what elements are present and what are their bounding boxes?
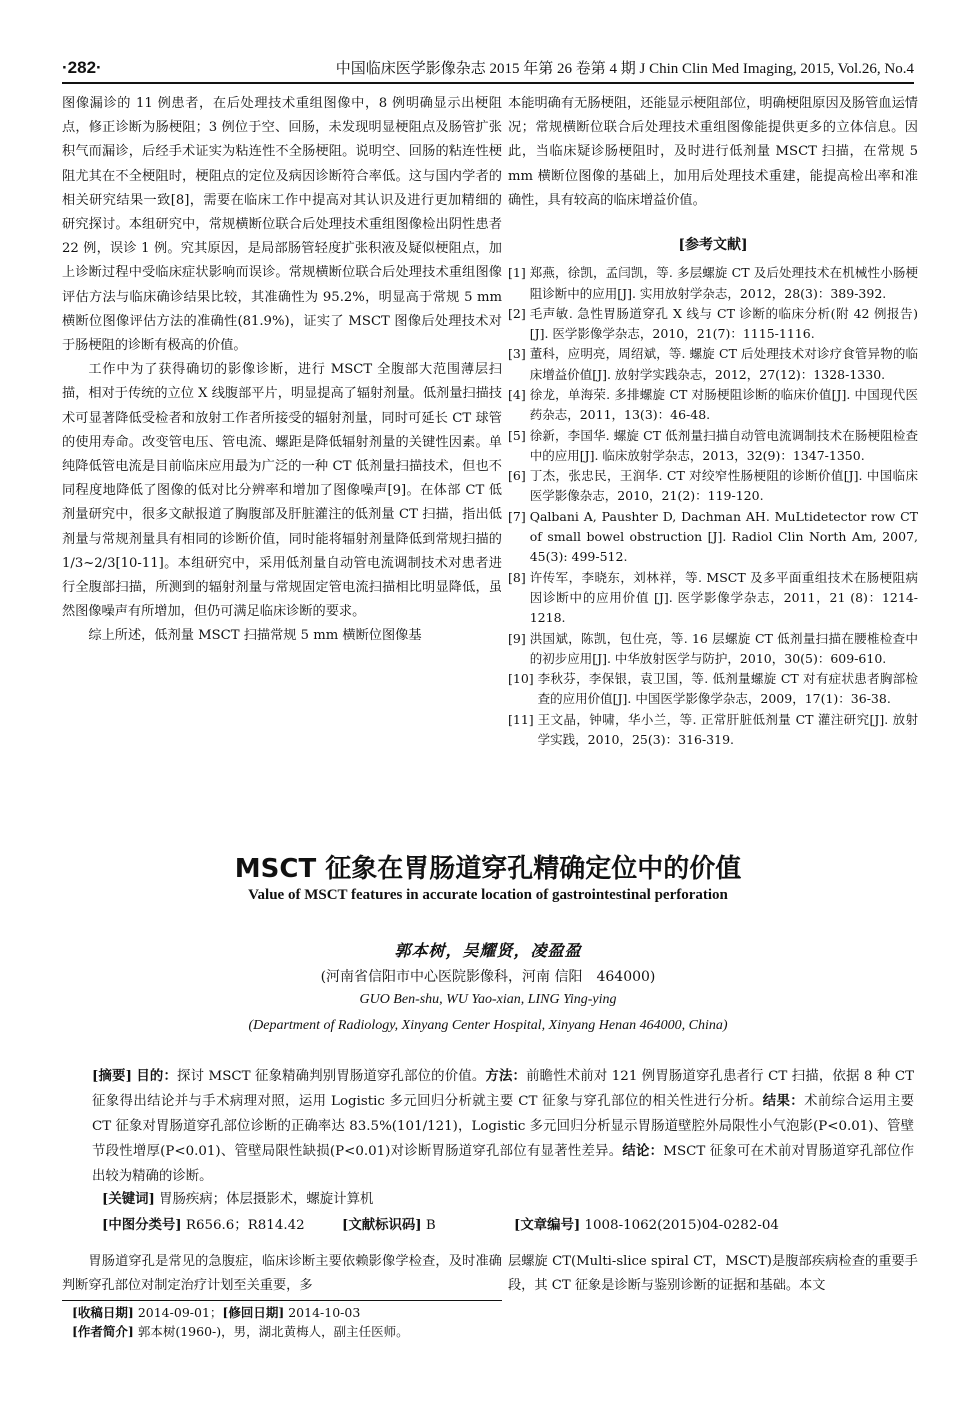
article-number-label: [文章编号] (514, 1217, 581, 1233)
reference-text: 王文晶，钟啸，华小兰，等. 正常肝脏低剂量 CT 灌注研究[J]. 放射学实践，2010，25(3)：316-319. (537, 711, 918, 748)
reference-number: [4] (508, 387, 526, 402)
reference-text: 洪国斌，陈凯，包仕亮，等. 16 层螺旋 CT 低剂量扫描在腰椎检查中的初步应用[J]. 中华放射医学与防护，2010，30(5)：609-610. (529, 630, 918, 666)
body-paragraph: 综上所述，低剂量 MSCT 扫描常规 5 mm 横断位图像基 (88, 628, 422, 644)
reference-list (508, 263, 918, 750)
author-bio-line (72, 1322, 592, 1341)
reference-number: [1] (508, 265, 526, 281)
reference-item (508, 344, 918, 385)
method-label: 方法： (485, 1068, 527, 1084)
right-column-top (508, 92, 918, 750)
clc-cell (102, 1214, 342, 1233)
conclusion-label: 结论： (622, 1143, 664, 1160)
body-paragraph: 层螺旋 CT(Multi-slice spiral CT，MSCT)是腹部疾病检查的重要手段，其 CT 征象是诊断与鉴别诊断的证据和基础。本文 (508, 1254, 918, 1294)
reference-number: [10] (508, 671, 534, 687)
result-label: 结果： (762, 1093, 805, 1110)
reference-text: 李秋芬，李保银，袁卫国，等. 低剂量螺旋 CT 对有症状患者胸部检查的应用价值[J]. 中国医学影像学杂志，2009，17(1)：36-38. (537, 671, 918, 707)
keywords-label: [关键词] (102, 1191, 155, 1207)
conclusion-text: MSCT 征象可在术前对胃肠道穿孔部位作出较为精确的诊断。 (92, 1144, 914, 1184)
reference-number: [5] (508, 427, 526, 443)
reference-text: 徐龙，单海荣. 多排螺旋 CT 对肠梗阻诊断的临床价值[J]. 中国现代医药杂志，2011，13(3)：46-48. (529, 387, 918, 423)
reference-number: [6] (508, 468, 526, 484)
reference-item (508, 710, 918, 751)
method-text: 前瞻性术前对 121 例胃肠道穿孔患者行 CT 扫描，依据 8 种 CT 征象得出结论并与手术病理对照，运用 Logistic 多元回归分析就主要 CT 征象与穿孔部位的相关性进行分析。 (92, 1069, 915, 1110)
keywords (102, 1188, 914, 1207)
reference-text: 郑燕，徐凯，孟闫凯，等. 多层螺旋 CT 及后处理技术在机械性小肠梗阻诊断中的应用[J]. 实用放射学杂志，2012，28(3)：389-392. (529, 265, 918, 301)
reference-number: [2] (508, 305, 526, 321)
doc-code-cell (342, 1214, 514, 1233)
body-paragraph: 图像漏诊的 11 例患者，在后处理技术重组图像中，8 例明确显示出梗阻点，修正诊断为肠梗阻；3 例位于空、回肠，未发现明显梗阻点及肠管扩张积气而漏诊，后经手术证实为粘连性不全肠梗阻。说明空、回肠的粘连性梗阻尤其在不全梗阻时，梗阻点的定位及病因诊断符合率低。这与国内学者的相关研究结果一致[8]，需要在临床工作中提高对其认识及进行更加精细的研究探讨。本组研究中，常规横断位联合后处理技术重组图像检出阴性患者 22 例，误诊 1 例。究其原因，是局部肠管轻度扩张积液及疑似梗阻点，加上诊断过程中受临床症状影响而误诊。常规横断位联合后处理技术重组图像评估方法与临床确诊结果比较，其准确性为 95.2%，明显高于常规 5 mm 横断位图像评估方法的准确性(81.9%)，证实了 MSCT 图像后处理技术对于肠梗阻的诊断有极高的价值。 (62, 96, 502, 354)
footnote-divider (62, 1300, 502, 1301)
result-text: 术前综合运用主要 CT 征象对胃肠道穿孔部位诊断的正确率达 83.5%(101/121)，Logistic 多元回归分析显示胃肠道壁腔外局限性小气泡影(P<0.01)、管壁节段性增厚(P<0.01)、管壁局限性缺损(P<0.01)对诊断胃肠道穿孔部位有显著性差异。 (92, 1094, 915, 1160)
page-header (62, 48, 914, 84)
dates-line (72, 1303, 592, 1322)
abstract-label: [摘要] (92, 1068, 132, 1084)
page-number: ·282· (62, 58, 102, 77)
article-title: MSCT 征象在胃肠道穿孔精确定位中的价值 (234, 854, 742, 884)
author-bio: 郭本树(1960-)，男，湖北黄梅人，副主任医师。 (137, 1324, 409, 1339)
reference-item (508, 263, 918, 304)
reference-text: 丁杰，张忠民，王润华. CT 对绞窄性肠梗阻的诊断价值[J]. 中国临床医学影像杂志，2010，21(2)：119-120. (529, 468, 918, 504)
reference-text: Qalbani A, Paushter D, Dachman AH. MuLtidetector row CT of small bowel obstruction [J]. Radiol Clin North Am, 2007, 45(3): 499-512. (529, 508, 918, 565)
reference-number: [3] (508, 346, 526, 362)
reference-text: 徐新，李国华. 螺旋 CT 低剂量扫描自动管电流调制技术在肠梗阻检查中的应用[J]. 临床放射学杂志，2013，32(9)：1347-1350. (529, 427, 918, 463)
article-number-cell (514, 1214, 779, 1233)
reference-text: 毛声敏. 急性胃肠道穿孔 X 线与 CT 诊断的临床分析(附 42 例报告)[J]. 医学影像学杂志，2010，21(7)：1115-1116. (529, 305, 918, 342)
reference-item (508, 507, 918, 568)
body-paragraph: 本能明确有无肠梗阻，还能显示梗阻部位，明确梗阻原因及肠管血运情况；常规横断位联合后处理技术重组图像能提供更多的立体信息。因此，当临床疑诊肠梗阻时，及时进行低剂量 MSCT 扫描，在常规 5 mm 横断位图像的基础上，加用后处理技术重建，能提高检出率和准确性，具有较高的临床增益价值。 (508, 96, 918, 208)
reference-number: [8] (508, 569, 526, 585)
reference-number: [9] (508, 630, 526, 646)
clc-value: R656.6；R814.42 (185, 1218, 305, 1233)
article-authors: 郭本树，吴耀贤，凌盈盈 (394, 941, 582, 960)
reference-item (508, 385, 918, 426)
received-label: [收稿日期] (72, 1305, 134, 1320)
reference-item (508, 304, 918, 345)
reference-item (508, 568, 918, 629)
reference-item (508, 629, 918, 670)
reference-item (508, 466, 918, 507)
reference-text: 董科，应明亮，周绍斌，等. 螺旋 CT 后处理技术对诊疗食管异物的临床增益价值[J]. 放射学实践杂志，2012，27(12)：1328-1330. (529, 346, 918, 382)
received-date: 2014-09-01； (137, 1305, 223, 1320)
reference-item (508, 426, 918, 467)
article-affiliation: (河南省信阳市中心医院影像科，河南 信阳 464000) (320, 969, 656, 985)
revised-date: 2014-10-03 (288, 1305, 361, 1320)
reference-item (508, 669, 918, 710)
article-number-value: 1008-1062(2015)04-0282-04 (584, 1218, 779, 1233)
abstract (92, 1064, 914, 1189)
reference-text: 许传军，李晓东，刘林祥，等. MSCT 及多平面重组技术在肠梗阻病因诊断中的应用价值 [J]. 医学影像学杂志，2011，21 (8)：1214-1218. (529, 569, 918, 626)
article-authors-en: GUO Ben-shu, WU Yao-xian, LING Ying-ying (359, 992, 617, 1007)
reference-number: [7] (508, 508, 526, 524)
purpose-text: 探讨 MSCT 征象精确判别胃肠道穿孔部位的价值。 (177, 1069, 486, 1084)
purpose-label: 目的： (136, 1068, 178, 1084)
references-title: [参考文献] (678, 237, 748, 254)
article-affiliation-en: (Department of Radiology, Xinyang Center Hospital, Xinyang Henan 464000, China) (248, 1018, 728, 1033)
footnotes (72, 1303, 592, 1341)
right-column-bottom (508, 1250, 918, 1298)
body-paragraph: 工作中为了获得确切的影像诊断，进行 MSCT 全腹部大范围薄层扫描，相对于传统的立位 X 线腹部平片，明显提高了辐射剂量。低剂量扫描技术可显著降低受检者和放射工作者所接受的辐射剂量，同时可延长 CT 球管的使用寿命。改变管电压、管电流、螺距是降低辐射剂量的关键性因素。单纯降低管电流是目前临床应用最为广泛的一种 CT 低剂量扫描技术，但也不同程度地降低了图像的低对比分辨率和增加了图像噪声[9]。在体部 CT 低剂量研究中，很多文献报道了胸腹部及肝脏灌注的低剂量 CT 扫描，指出低剂量与常规剂量具有相同的诊断价值，同时能将辐射剂量降低到常规扫描的 1/3~2/3[10-11]。本组研究中，采用低剂量自动管电流调制技术对患者进行全腹部扫描，所测到的辐射剂量与常规固定管电流扫描相比明显降低，虽然图像噪声有所增加，但仍可满足临床诊断的要求。 (62, 362, 502, 620)
article-title-en: Value of MSCT features in accurate location of gastrointestinal perforation (248, 887, 728, 903)
keywords-text: 胃肠疾病；体层摄影术，螺旋计算机 (159, 1192, 374, 1207)
doc-code-value: B (425, 1218, 436, 1233)
body-paragraph: 胃肠道穿孔是常见的急腹症，临床诊断主要依赖影像学检查，及时准确判断穿孔部位对制定治疗计划至关重要，多 (62, 1254, 502, 1294)
author-bio-label: [作者简介] (72, 1324, 134, 1339)
doc-code-label: [文献标识码] (342, 1217, 422, 1233)
journal-info: 中国临床医学影像杂志 2015 年第 26 卷第 4 期 J Chin Clin Med Imaging, 2015, Vol.26, No.4 (335, 61, 914, 77)
clc-label: [中图分类号] (102, 1217, 182, 1233)
left-column-bottom (62, 1250, 502, 1298)
revised-label: [修回日期] (222, 1305, 285, 1320)
classification-row (102, 1214, 914, 1233)
reference-number: [11] (508, 711, 534, 727)
left-column-top (62, 92, 502, 649)
